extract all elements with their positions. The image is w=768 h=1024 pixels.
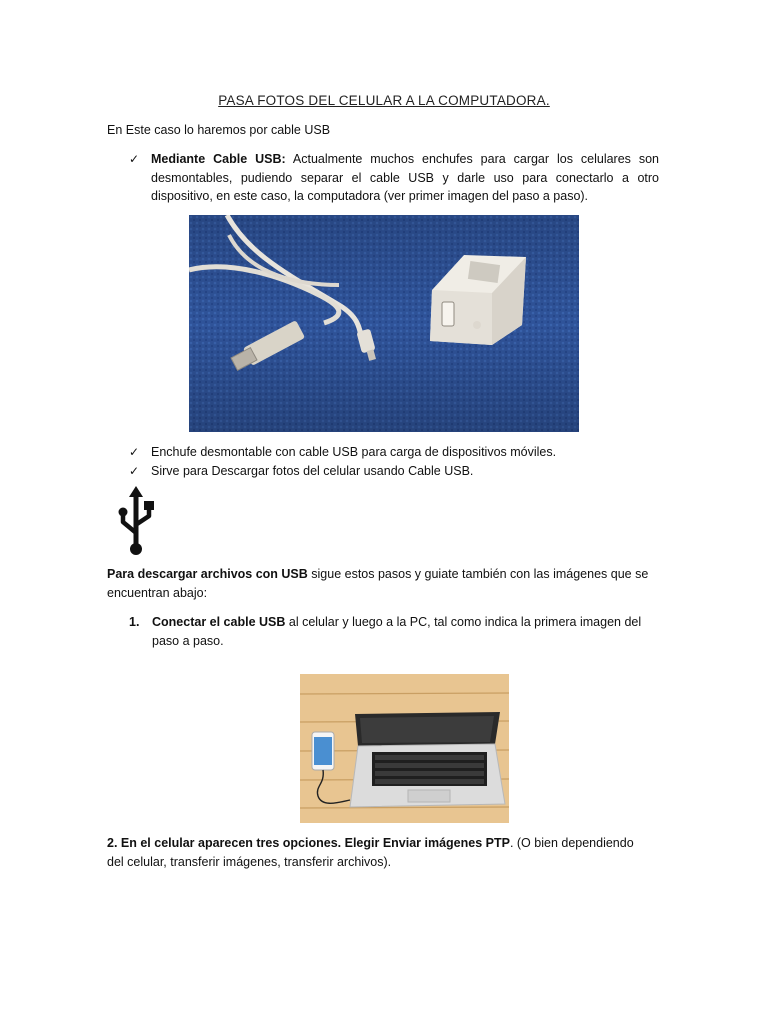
bullet-body: Actualmente muchos enchufes para cargar los celulares son desmontables, pudiendo separar el cable USB y darle uso para conectarlo a otro dispositivo, en este caso, la computadora (ver primer imagen del paso a paso). xyxy=(151,152,659,203)
step-2-end: . (O bien dependiendo del celular, transferir imágenes, transferir archivos). xyxy=(107,836,634,869)
check-icon: ✓ xyxy=(129,152,140,166)
step-number: 1. xyxy=(129,615,140,629)
bullet-text xyxy=(151,150,659,206)
laptop-phone-photo xyxy=(300,674,509,823)
intro-text: En Este caso lo haremos por cable USB xyxy=(107,123,331,137)
step-2-start: 2. En el celular aparecen tres opciones. Elegir xyxy=(107,836,383,850)
bullet-item-sirve xyxy=(131,462,659,481)
step-2-bold: Enviar imágenes PTP xyxy=(382,836,510,850)
step-1-mid: al celular y luego a la PC xyxy=(285,615,428,629)
usb-icon xyxy=(114,486,158,556)
step-2-text xyxy=(107,834,647,872)
step-1-bold: Conectar el cable USB xyxy=(152,615,286,629)
step-1-end: , tal como indica la primera imagen del paso a paso. xyxy=(152,615,642,648)
bullet-bold-label: Mediante Cable USB: xyxy=(151,152,286,166)
check-icon: ✓ xyxy=(129,464,140,478)
instructions-paragraph xyxy=(107,565,667,603)
paragraph-bold: Para descargar archivos con USB xyxy=(107,567,308,581)
document-title: PASA FOTOS DEL CELULAR A LA COMPUTADORA. xyxy=(218,93,550,108)
bullet-text: Enchufe desmontable con cable USB para carga de dispositivos móviles. xyxy=(151,445,557,459)
paragraph-body: sigue estos pasos y guiate también con las imágenes que se encuentran abajo: xyxy=(107,567,649,600)
bullet-text: Sirve para Descargar fotos del celular usando Cable USB. xyxy=(151,464,474,478)
step-1-text xyxy=(152,613,652,651)
bullet-item-cable-usb xyxy=(131,150,659,206)
charger-cable-photo xyxy=(189,215,579,432)
check-icon: ✓ xyxy=(129,445,140,459)
bullet-item-enchufe xyxy=(131,443,659,462)
